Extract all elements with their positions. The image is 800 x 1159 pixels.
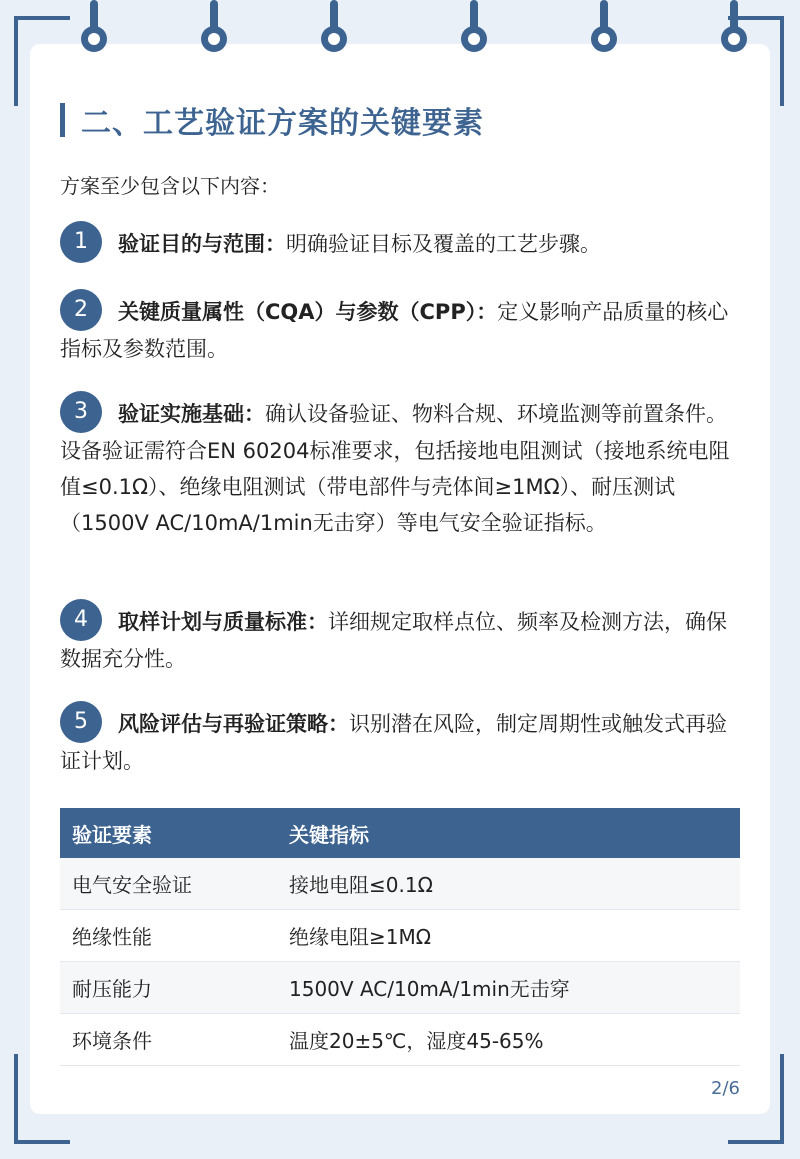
item-label: 关键质量属性（CQA）与参数（CPP）： xyxy=(118,300,498,324)
binder-ring-icon xyxy=(461,0,487,58)
heading-accent-bar xyxy=(60,103,65,137)
list-item xyxy=(60,604,740,677)
item-label: 验证实施基础： xyxy=(118,402,265,426)
binder-ring-icon xyxy=(321,0,347,58)
table-header-row xyxy=(60,808,740,858)
table-row xyxy=(60,962,740,1014)
table-cell: 绝缘电阻≥1MΩ xyxy=(277,910,740,962)
item-number-badge: 5 xyxy=(60,701,102,743)
list-item xyxy=(60,396,740,541)
table-cell: 电气安全验证 xyxy=(60,858,277,910)
table-row xyxy=(60,858,740,910)
item-text: 详细规定取样点位、频率及检测方法，确保数据充分性。 xyxy=(60,610,727,671)
binder-ring-icon xyxy=(201,0,227,58)
item-label: 取样计划与质量标准： xyxy=(118,610,328,634)
item-text: 定义影响产品质量的核心指标及参数范围。 xyxy=(60,300,729,361)
table-cell: 耐压能力 xyxy=(60,962,277,1014)
list-item xyxy=(60,706,740,779)
binder-ring-icon xyxy=(721,0,747,58)
item-text: 确认设备验证、物料合规、环境监测等前置条件。设备验证需符合EN 60204标准要求，包括接地电阻测试（接地系统电阻值≤0.1Ω）、绝缘电阻测试（带电部件与壳体间≥1MΩ）、耐压测试（1500V AC/10mA/1min无击穿）等电气安全验证指标。 xyxy=(60,402,730,535)
table-cell: 接地电阻≤0.1Ω xyxy=(277,858,740,910)
list-item xyxy=(60,226,740,263)
table-cell: 1500V AC/10mA/1min无击穿 xyxy=(277,962,740,1014)
item-number-badge: 2 xyxy=(60,289,102,331)
frame-side-right-bottom xyxy=(780,1054,784,1144)
binder-ring-icon xyxy=(591,0,617,58)
item-text: 明确验证目标及覆盖的工艺步骤。 xyxy=(286,232,601,256)
item-number-badge: 1 xyxy=(60,221,102,263)
page-indicator: 2/6 xyxy=(711,1078,740,1099)
list-item xyxy=(60,294,740,367)
table-cell: 环境条件 xyxy=(60,1014,277,1066)
item-number-badge: 3 xyxy=(60,391,102,433)
frame-side-right xyxy=(780,16,784,106)
frame-side-left-bottom xyxy=(14,1054,18,1144)
binder-ring-icon xyxy=(81,0,107,58)
table-row xyxy=(60,1014,740,1066)
table-header-cell: 验证要素 xyxy=(60,808,277,858)
item-label: 验证目的与范围： xyxy=(118,232,286,256)
item-number-badge: 4 xyxy=(60,599,102,641)
spec-table xyxy=(60,808,740,1066)
item-text: 识别潜在风险，制定周期性或触发式再验证计划。 xyxy=(60,712,727,773)
section-heading xyxy=(60,100,484,140)
frame-side-left xyxy=(14,16,18,106)
intro-text: 方案至少包含以下内容： xyxy=(60,174,280,198)
table-cell: 绝缘性能 xyxy=(60,910,277,962)
heading-text: 二、工艺验证方案的关键要素 xyxy=(81,106,484,141)
item-label: 风险评估与再验证策略： xyxy=(118,712,349,736)
table-header-cell: 关键指标 xyxy=(277,808,740,858)
table-cell: 温度20±5℃，湿度45-65% xyxy=(277,1014,740,1066)
table-row xyxy=(60,910,740,962)
